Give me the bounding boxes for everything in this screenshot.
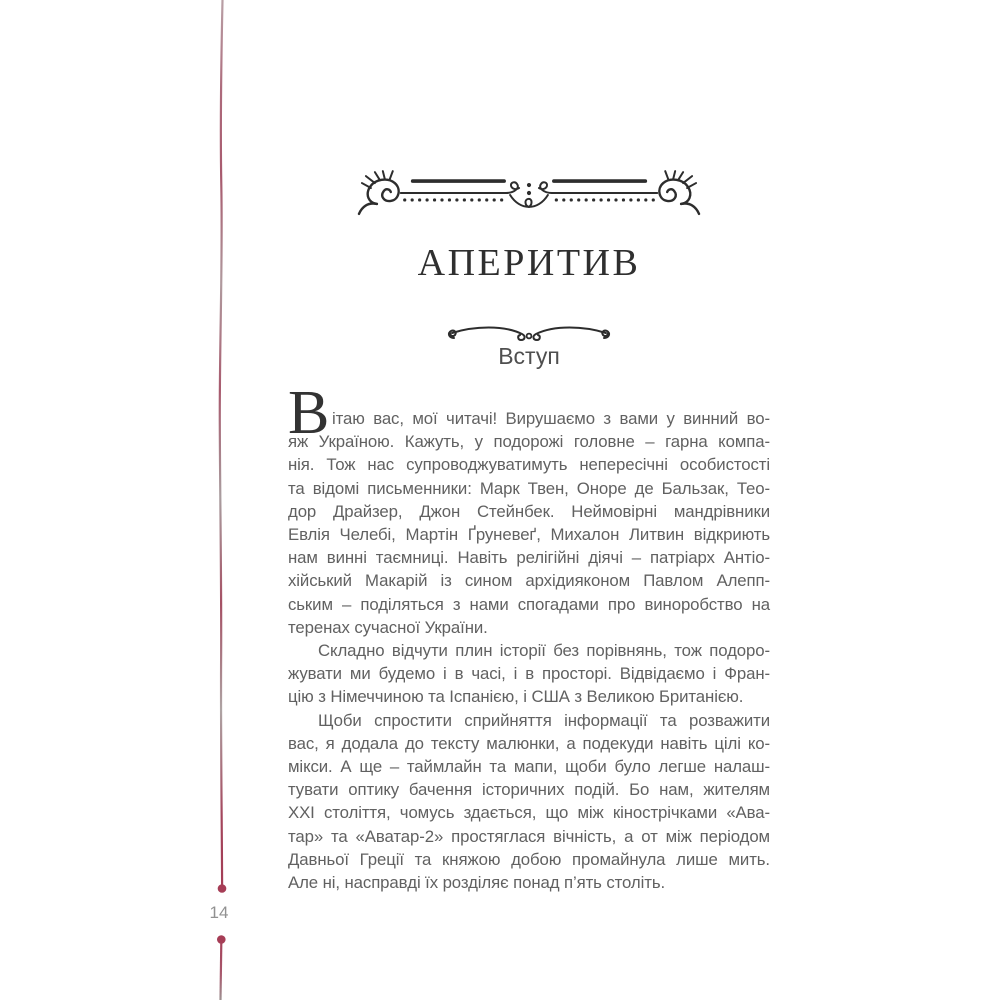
text-line: Давньої Греції та княжою добою промайнула лише мить. — [288, 849, 770, 869]
text-line: Складно відчути плин історії без порівнянь, тож подоро- — [318, 641, 770, 661]
section-title: Вступ — [498, 343, 560, 369]
ornate-divider-icon — [355, 169, 703, 219]
body-text — [288, 379, 770, 894]
text-line: Але ні, насправді їх розділяє понад п’ять століть. — [288, 873, 666, 893]
text-line: ітаю вас, мої читачі! Вирушаємо з вами у винний во- — [332, 409, 770, 428]
text-line: цію з Німеччиною та Іспанією, і США з Великою Британією. — [288, 687, 744, 707]
text-line: хійський Макарій із сином архідияконом Павлом Алепп- — [288, 571, 770, 591]
text-line: ським – поділяться з нами спогадами про виноробство на — [288, 594, 770, 614]
text-line: ХХІ століття, чомусь здається, що між кінострічками «Ава- — [288, 803, 770, 823]
text-line: теренах сучасної України. — [288, 617, 488, 637]
text-line: та відомі письменники: Марк Твен, Оноре де Бальзак, Тео- — [288, 478, 770, 498]
chapter-title: АПЕРИТИВ — [417, 242, 641, 284]
text-line: жувати ми будемо і в часі, і в просторі. Відвідаємо і Фран- — [288, 664, 770, 684]
text-line: Щоби спростити сприйняття інформації та розважити — [318, 710, 770, 730]
bracket-divider-icon — [444, 321, 614, 345]
page-number: 14 — [209, 903, 229, 922]
text-line: нам винні таємниці. Навіть релігійні діячі – патріарх Антіо- — [288, 548, 770, 568]
body-lines — [288, 407, 770, 894]
text-line: вас, я додала до тексту малюнки, а подекуди навіть цілі ко- — [288, 733, 770, 753]
page-content — [288, 0, 770, 1000]
text-line: нія. Тож нас супроводжуватимуть непересічні особистості — [288, 455, 770, 475]
text-line: Евлія Челебі, Мартін Ґруневеґ, Михалон Литвин відкриють — [288, 525, 770, 545]
drop-cap: В — [288, 379, 330, 447]
text-line: тувати оптику бачення історичних подій. Бо нам, жителям — [288, 780, 770, 800]
text-line: яж Україною. Кажуть, у подорожі головне – гарна компа- — [288, 432, 770, 452]
text-line: дор Драйзер, Джон Стейнбек. Неймовірні мандрівники — [288, 501, 770, 521]
text-line: мікси. А ще – таймлайн та мапи, щоби було легше налаш- — [288, 757, 770, 777]
text-line: тар» та «Аватар-2» простяглася вічність, а от між періодом — [288, 826, 770, 846]
